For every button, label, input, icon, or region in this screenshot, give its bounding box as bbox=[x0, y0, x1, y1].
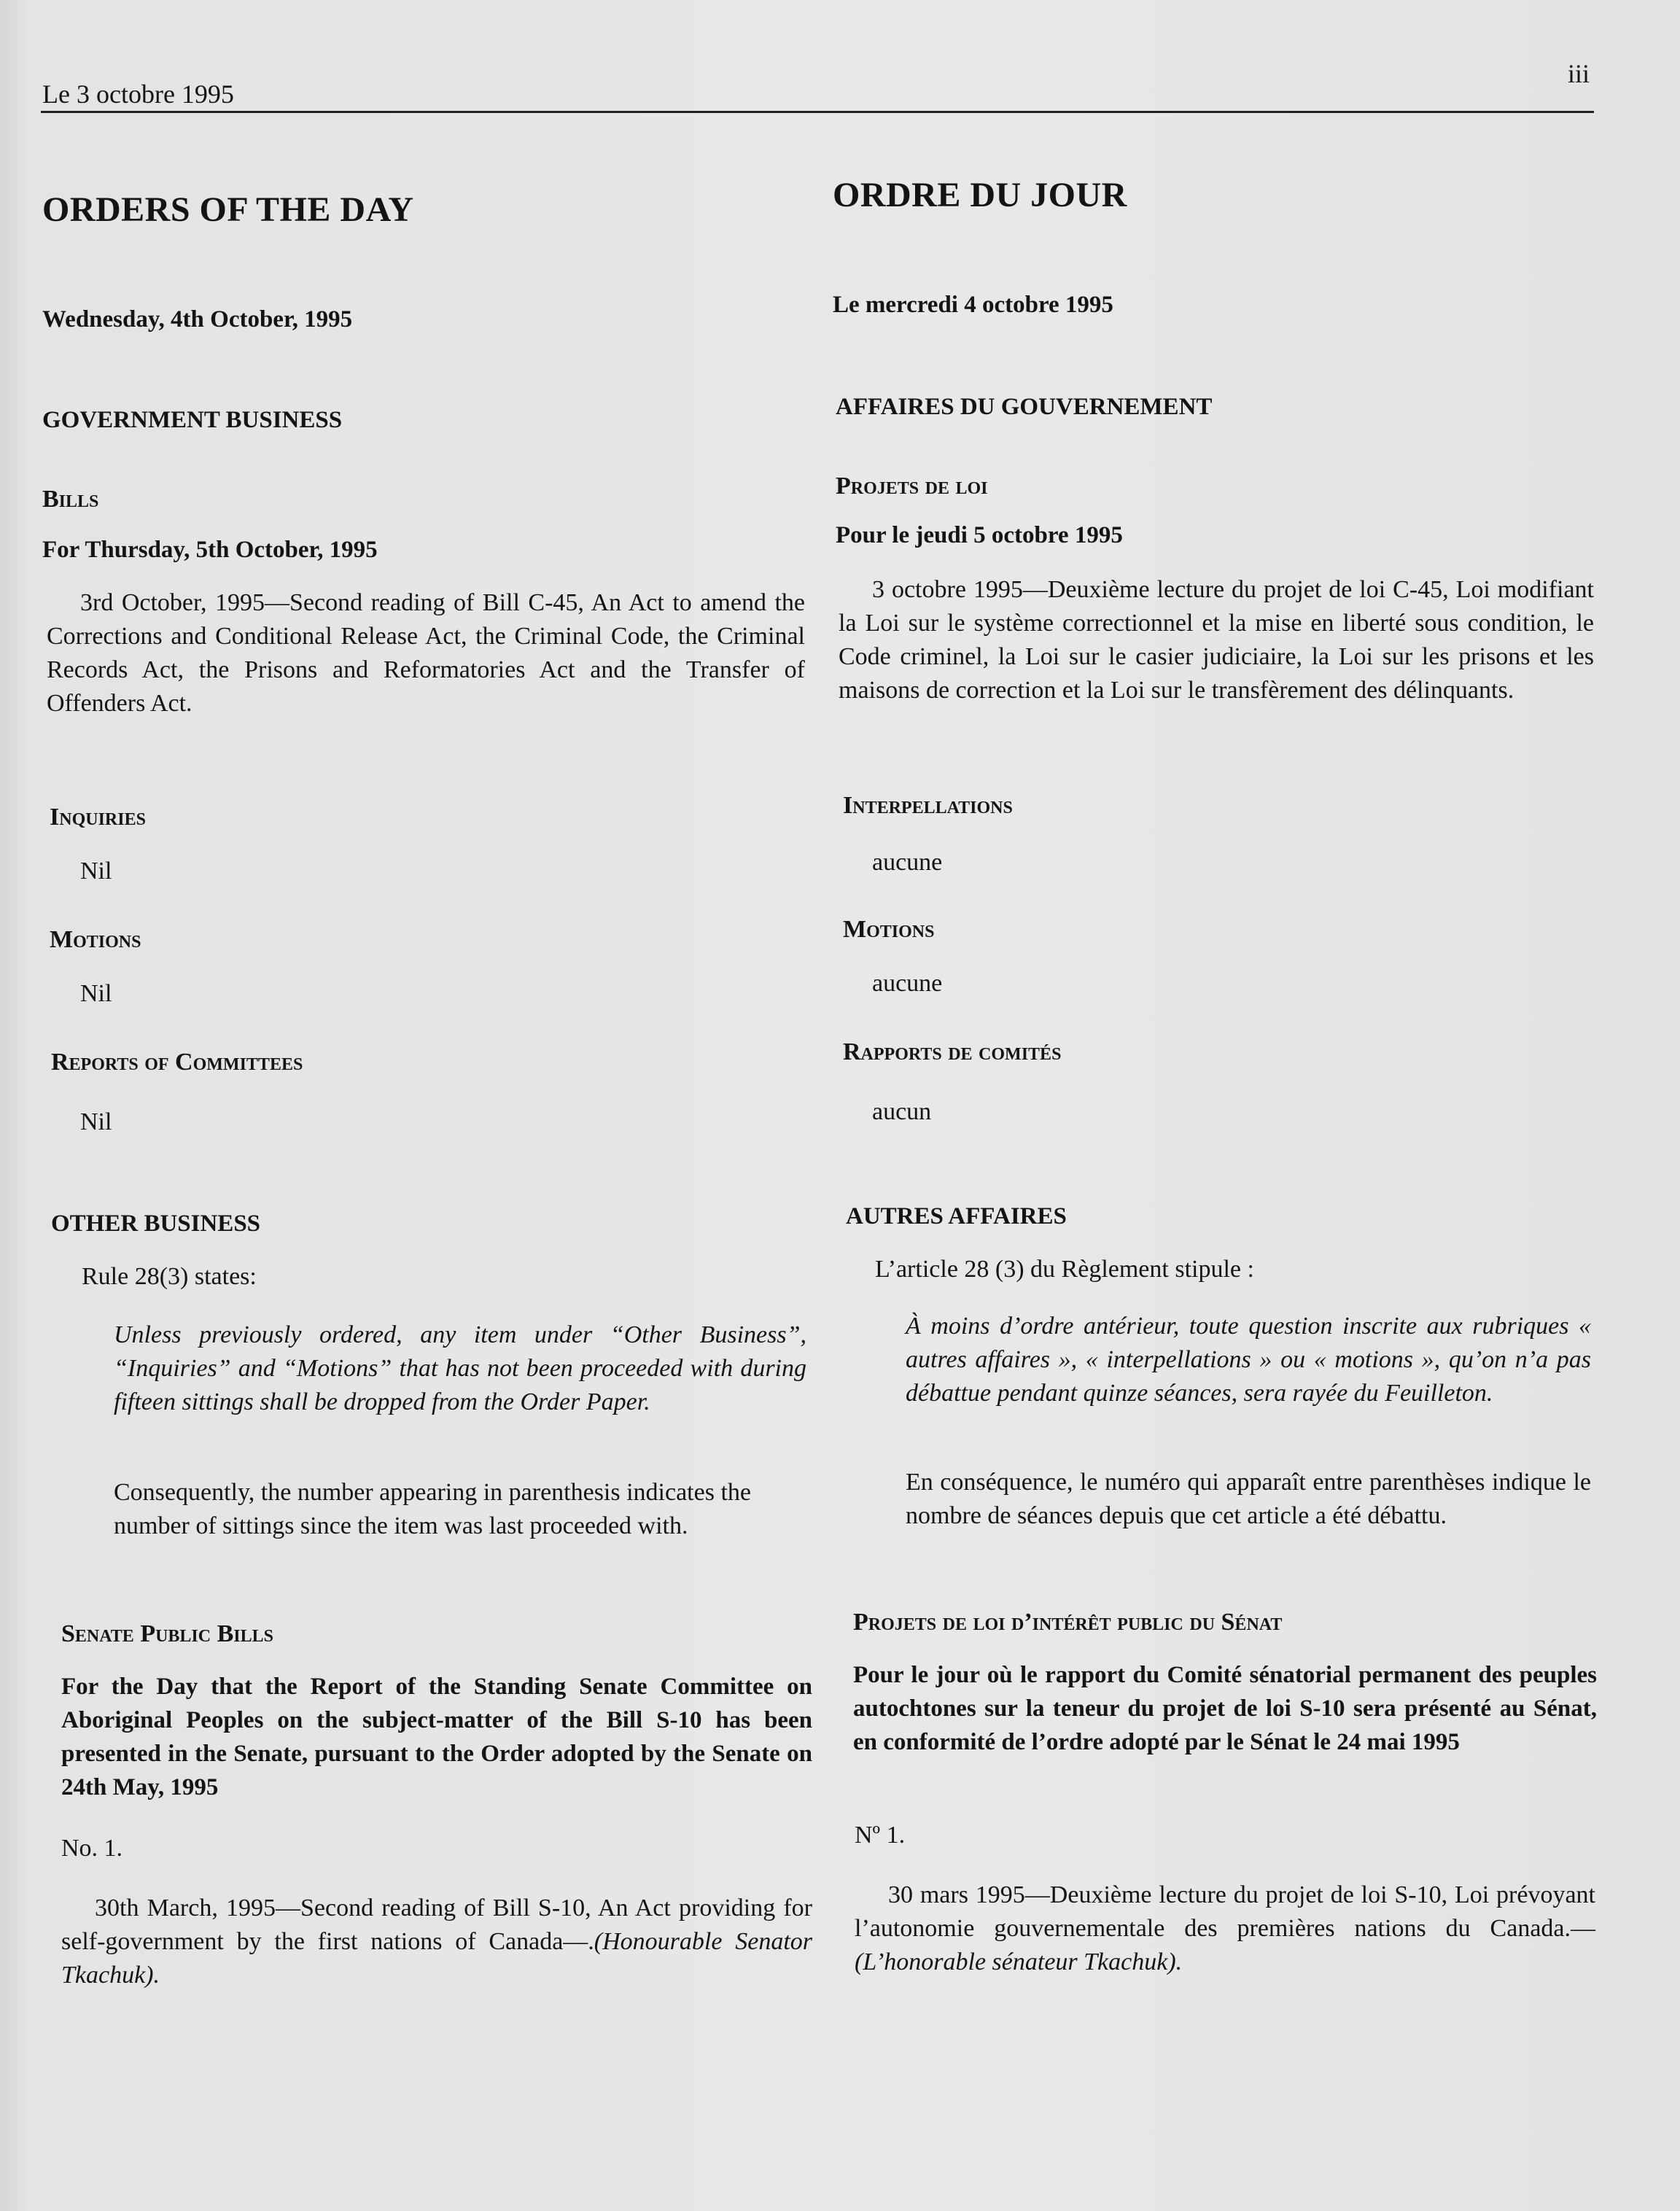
en-inquiries-value: Nil bbox=[80, 858, 112, 885]
fr-motions-value: aucune bbox=[872, 970, 943, 997]
fr-bill-s10-main: 30 mars 1995—Deuxième lecture du projet de loi S-10, Loi prévoyant l’autonomie gouvernementale des premières nations du Canada.— bbox=[855, 1881, 1595, 1942]
fr-rule-text: À moins d’ordre antérieur, toute question inscrite aux rubriques « autres affaires », « interpellations » ou « motions », qu’on n’a pas débattue pendant quinze séances, sera rayée du Feuilleton. bbox=[906, 1313, 1591, 1407]
en-consequently-text: Consequently, the number appearing in parenthesis indicates the number of sittings since the item was last proceeded with. bbox=[114, 1479, 751, 1539]
fr-inquiries-heading: Interpellations bbox=[843, 792, 1013, 819]
en-other-business-heading: OTHER BUSINESS bbox=[51, 1211, 261, 1237]
fr-inquiries-value: aucune bbox=[872, 849, 943, 876]
en-motions-value: Nil bbox=[80, 980, 112, 1007]
en-government-business-heading: GOVERNMENT BUSINESS bbox=[42, 407, 343, 433]
fr-consequently-text: En conséquence, le numéro qui apparaît entre parenthèses indique le nombre de séances depuis que cet article a été débattu. bbox=[906, 1469, 1591, 1529]
fr-date: Le mercredi 4 octobre 1995 bbox=[833, 292, 1113, 318]
fr-reports-value: aucun bbox=[872, 1098, 932, 1125]
ordre-du-jour-title: ORDRE DU JOUR bbox=[833, 176, 1127, 214]
fr-bills-for-date: Pour le jeudi 5 octobre 1995 bbox=[836, 522, 1123, 548]
fr-government-business-heading: AFFAIRES DU GOUVERNEMENT bbox=[836, 394, 1213, 420]
fr-bills-heading: Projets de loi bbox=[836, 473, 988, 500]
en-motions-heading: Motions bbox=[50, 926, 141, 953]
fr-bill-c45-text: 3 octobre 1995—Deuxième lecture du projet de loi C-45, Loi modifiant la Loi sur le système correctionnel et la mise en liberté sous condition, le Code criminel, la Loi sur le casier judiciaire, la Loi sur les prisons et les maisons de correction et la Loi sur le transfèrement des délinquants. bbox=[839, 576, 1594, 704]
en-bill-c45-text: 3rd October, 1995—Second reading of Bill C-45, An Act to amend the Corrections and Conditional Release Act, the Criminal Code, the Criminal Records Act, the Prisons and Reformatories Act and the Transfer of Offenders Act. bbox=[47, 589, 805, 717]
en-reports-value: Nil bbox=[80, 1108, 112, 1135]
fr-rule-intro: L’article 28 (3) du Règlement stipule : bbox=[875, 1256, 1254, 1283]
fr-other-business-heading: AUTRES AFFAIRES bbox=[846, 1203, 1067, 1229]
header-date: Le 3 octobre 1995 bbox=[42, 79, 234, 109]
en-rule-text: Unless previously ordered, any item under “Other Business”, “Inquiries” and “Motions” that has not been proceeded with during fifteen sittings shall be dropped from the Order Paper. bbox=[114, 1321, 806, 1415]
fr-bill-s10-sponsor: (L’honorable sénateur Tkachuk). bbox=[855, 1948, 1183, 1975]
en-bill-s10-text bbox=[61, 1892, 812, 1992]
en-bill-s10-main: 30th March, 1995—Second reading of Bill S-10, An Act providing for self-government by the first nations of Canada—. bbox=[61, 1895, 812, 1955]
page-number: iii bbox=[1568, 59, 1590, 88]
en-bills-heading: Bills bbox=[42, 486, 99, 513]
orders-of-the-day-title: ORDERS OF THE DAY bbox=[42, 190, 414, 229]
en-bill-s10-sponsor: (Honourable Senator Tkachuk). bbox=[61, 1928, 812, 1989]
fr-motions-heading: Motions bbox=[843, 916, 935, 943]
fr-item-number: Nº 1. bbox=[855, 1822, 906, 1849]
en-bills-for-date: For Thursday, 5th October, 1995 bbox=[42, 537, 378, 563]
fr-bill-s10-text bbox=[855, 1878, 1595, 1979]
en-senate-bills-for-text: For the Day that the Report of the Standing Senate Committee on Aboriginal Peoples on the subject-matter of the Bill S-10 has been presented in the Senate, pursuant to the Order adopted by the Senate on 24th May, 1995 bbox=[61, 1674, 812, 1800]
en-reports-heading: Reports of Committees bbox=[51, 1049, 303, 1076]
fr-senate-bills-for-text: Pour le jour où le rapport du Comité sénatorial permanent des peuples autochtones sur la teneur du projet de loi S-10 sera présenté au Sénat, en conformité de l’ordre adopté par le Sénat le 24 mai 1995 bbox=[853, 1662, 1597, 1755]
en-rule-intro: Rule 28(3) states: bbox=[82, 1263, 257, 1290]
en-inquiries-heading: Inquiries bbox=[50, 804, 146, 831]
en-senate-public-bills-heading: Senate Public Bills bbox=[61, 1620, 273, 1647]
header-rule bbox=[41, 111, 1594, 113]
en-item-number: No. 1. bbox=[61, 1835, 123, 1862]
fr-senate-public-bills-heading: Projets de loi d’intérêt public du Sénat bbox=[853, 1609, 1283, 1636]
en-date: Wednesday, 4th October, 1995 bbox=[42, 306, 353, 333]
fr-reports-heading: Rapports de comités bbox=[843, 1038, 1062, 1065]
